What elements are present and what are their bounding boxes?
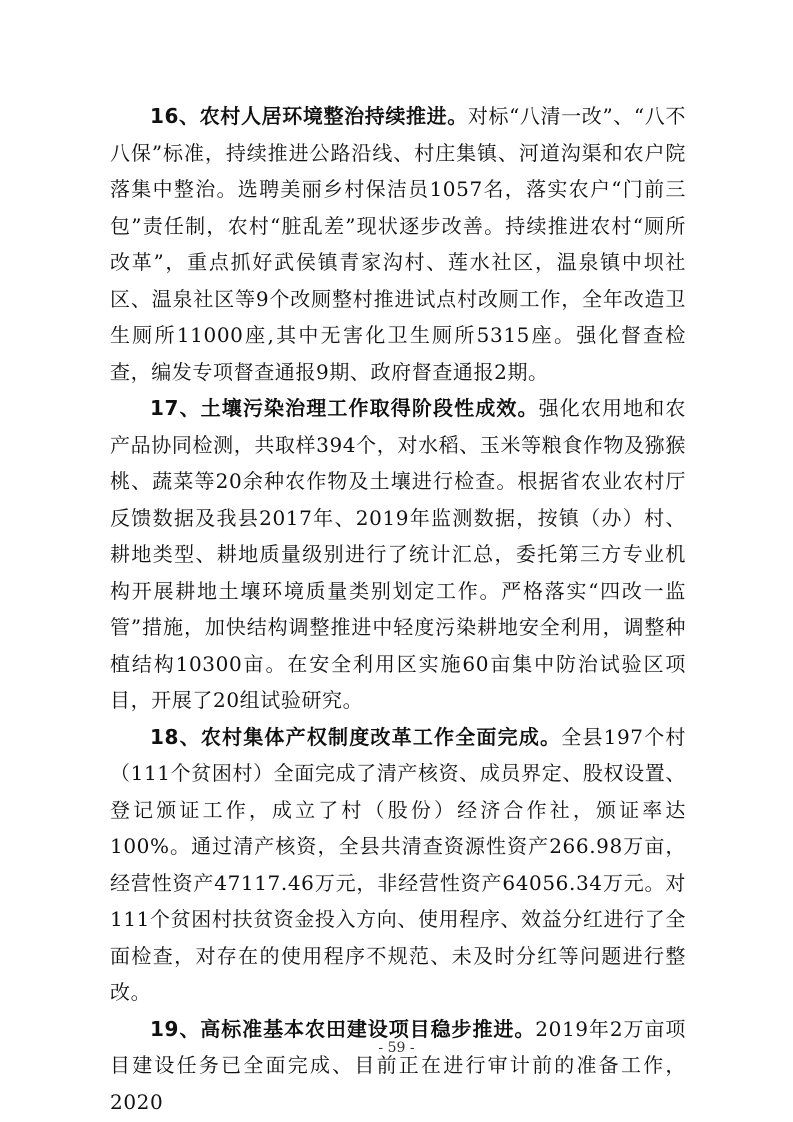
paragraph-text: 2019年2万亩项目建设任务已全面完成、目前正在进行审计前的准备工作，2020 [110,1016,687,1114]
paragraph-18 [110,719,686,1011]
paragraph-17 [110,390,686,719]
paragraph-heading: 19、高标准基本农田建设项目稳步推进。 [150,1016,536,1041]
paragraph-heading: 16、农村人居环境整治持续推进。 [150,104,468,128]
paragraph-16 [110,98,686,390]
paragraph-19 [110,1011,686,1121]
paragraph-text: 对标“八清一改”、“八不八保”标准，持续推进公路沿线、村庄集镇、河道沟渠和农户院落集中整治。选聘美丽乡村保洁员1057名，落实农户“门前三包”责任制，农村“脏乱差”现状逐步改善。持续推进农村“厕所改革”，重点抓好武侯镇青家沟村、莲水社区，温泉镇中坝社区、温泉社区等9个改厕整村推进试点村改厕工作，全年改造卫生厕所11000座,其中无害化卫生厕所5315座。强化督查检查，编发专项督查通报9期、政府督查通报2期。 [110,104,686,384]
paragraph-text: 全县197个村（111个贫困村）全面完成了清产核资、成员界定、股权设置、登记颁证工作，成立了村（股份）经济合作社，颁证率达100%。通过清产核资，全县共清查资源性资产266.98万亩，经营性资产47117.46万元，非经营性资产64056.34万元。对111个贫困村扶贫资金投入方向、使用程序、效益分红进行了全面检查，对存在的使用程序不规范、未及时分红等问题进行整改。 [110,724,686,1004]
page-number: - 59 - [378,1040,415,1056]
document-body [110,98,686,1120]
paragraph-text: 强化农用地和农产品协同检测，共取样394个，对水稻、玉米等粮食作物及猕猴桃、蔬菜等20余种农作物及土壤进行检查。根据省农业农村厅反馈数据及我县2017年、2019年监测数据，按镇（办）村、耕地类型、耕地质量级别进行了统计汇总，委托第三方专业机构开展耕地土壤环境质量类别划定工作。严格落实“四改一监管”措施，加快结构调整推进中轻度污染耕地安全利用，调整种植结构10300亩。在安全利用区实施60亩集中防治试验区项目，开展了20组试验研究。 [110,396,686,712]
paragraph-heading: 17、土壤污染治理工作取得阶段性成效。 [150,396,539,420]
paragraph-heading: 18、农村集体产权制度改革工作全面完成。 [150,724,562,749]
